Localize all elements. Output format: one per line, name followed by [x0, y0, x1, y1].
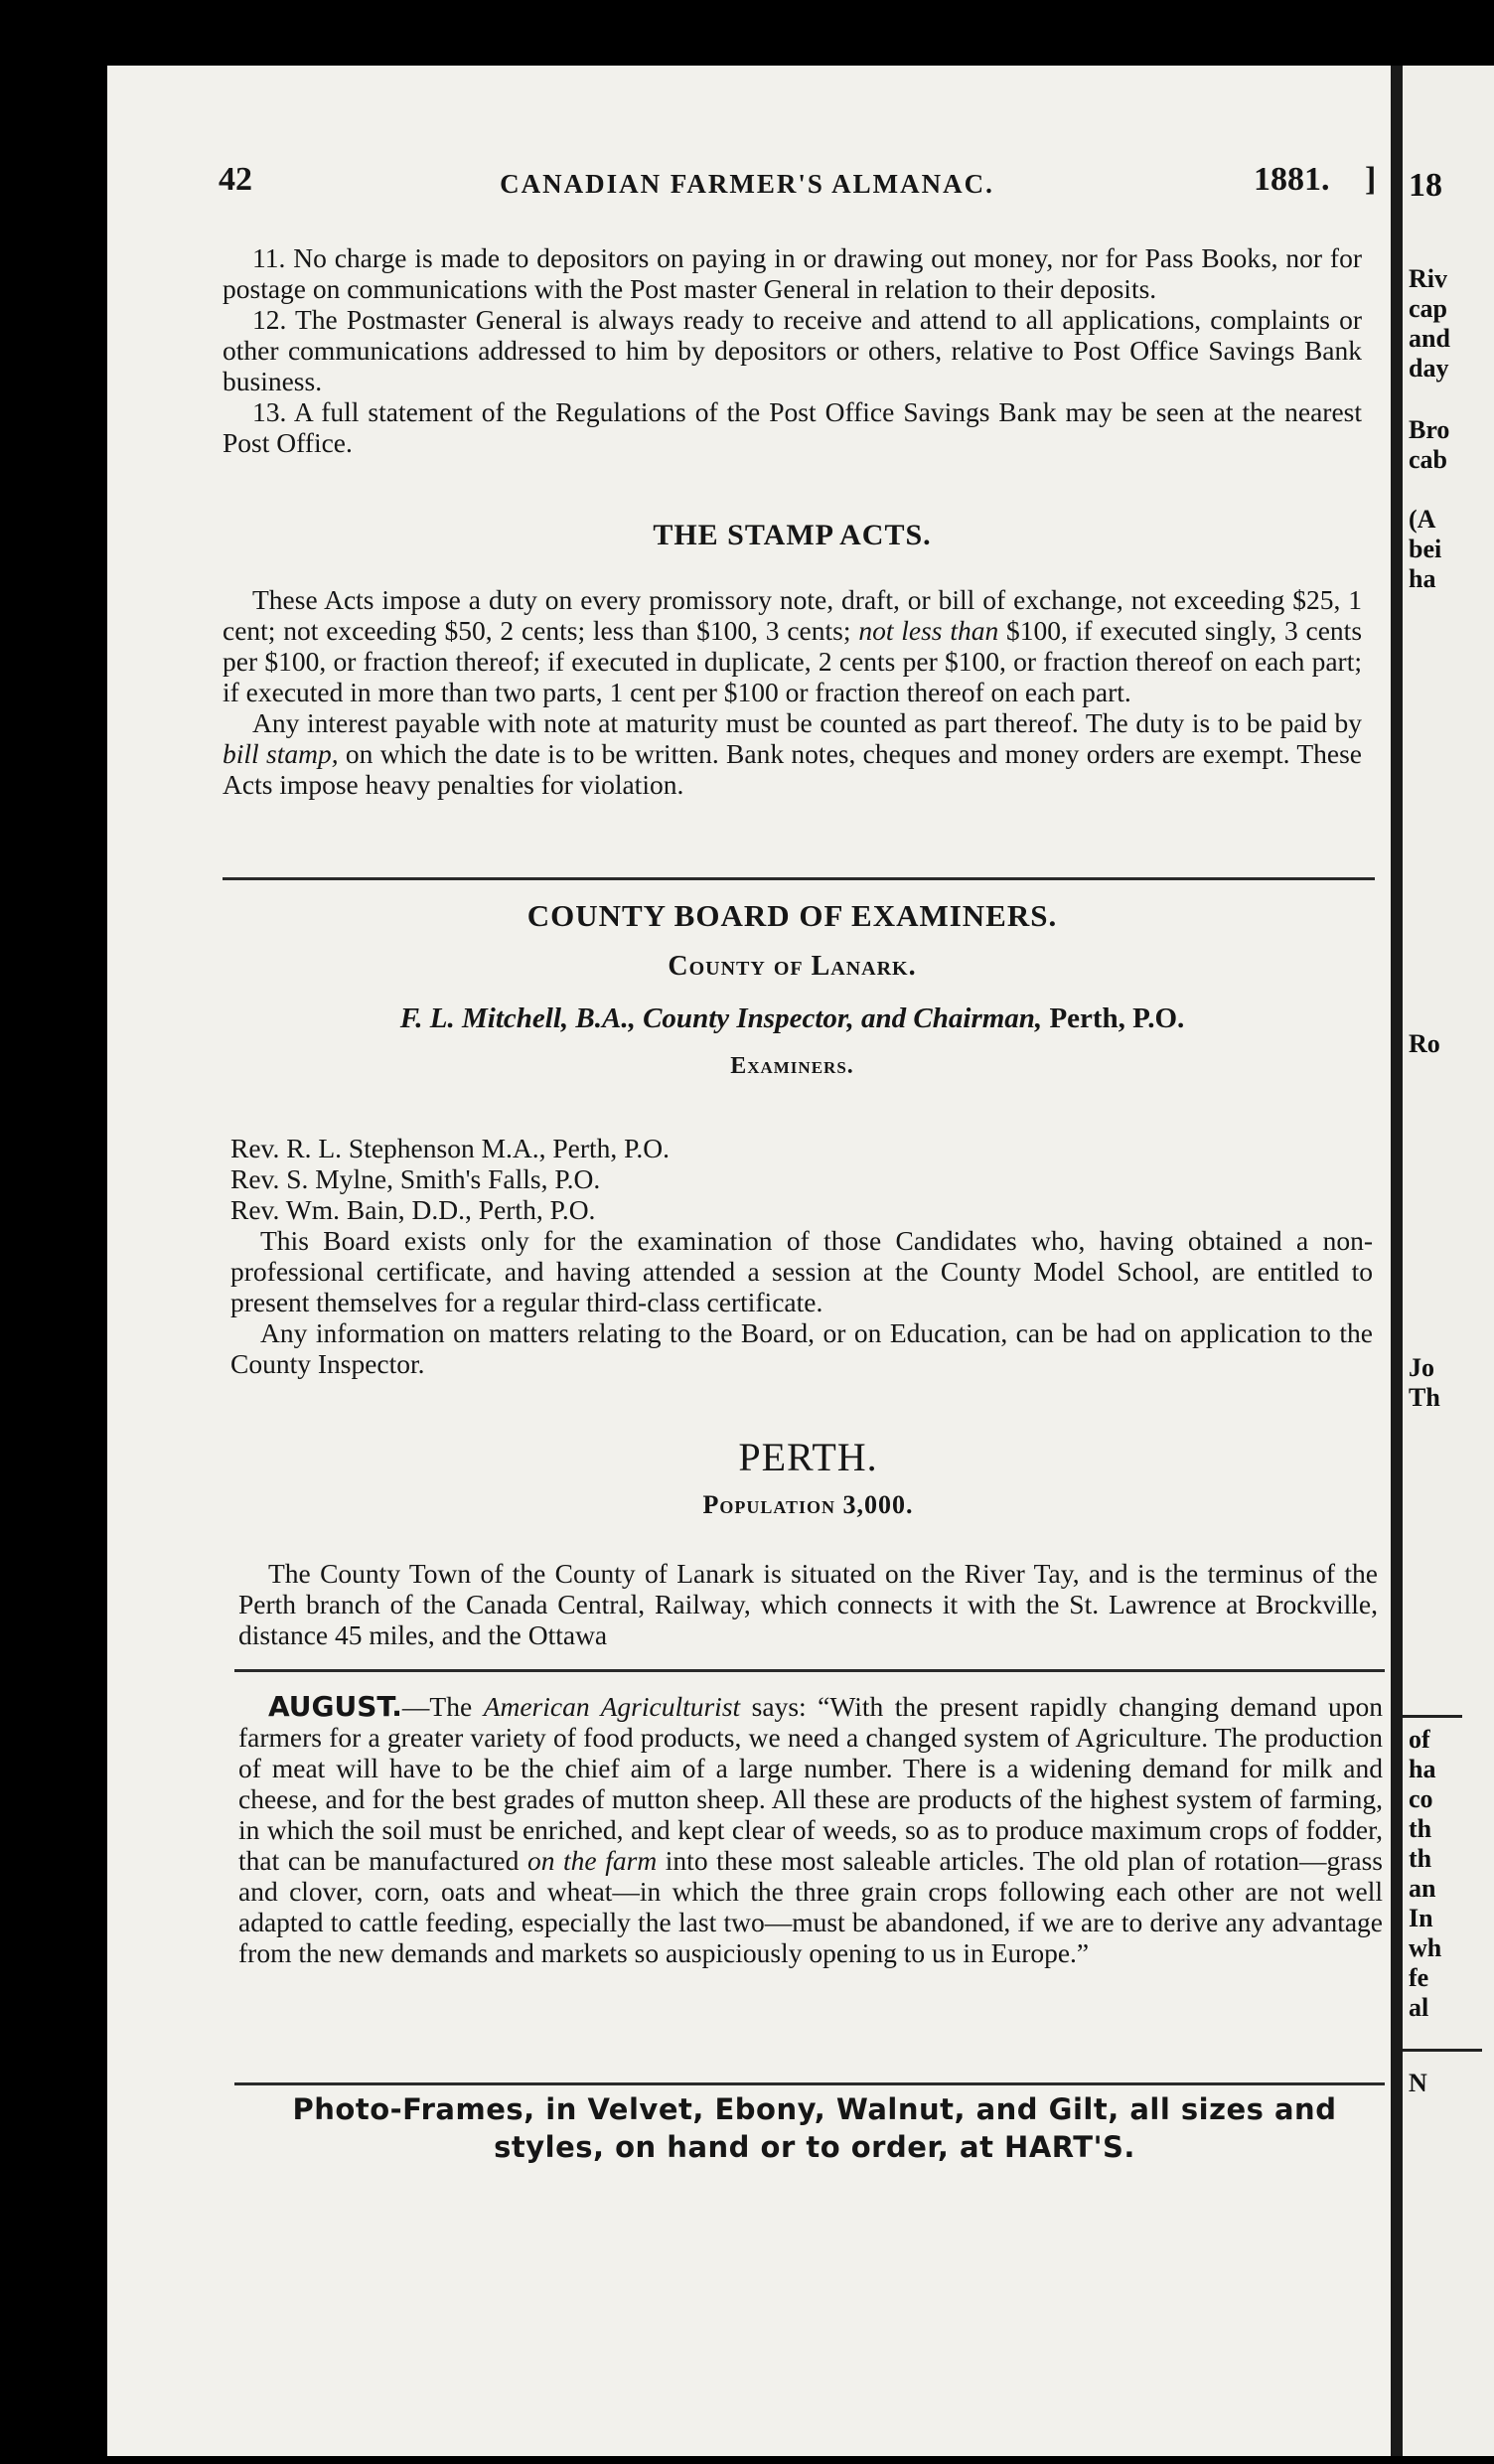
board-section: [223, 898, 1362, 1080]
facing-rule: [1403, 2049, 1482, 2052]
facing-fragment: Th: [1409, 1383, 1440, 1412]
stamp-acts-paragraph-1: These Acts impose a duty on every promissory note, draft, or bill of exchange, not exceeding $25, 1 cent; not exceeding $50, 2 cents; less than $100, 3 cents; not less than $100, if executed singly, 3 cents per $100, or fraction thereof; if executed in duplicate, 2 cents per $100, or fraction thereof on each part; if executed in more than two parts, 1 cent per $100 or fraction thereof on each part.: [223, 584, 1363, 707]
perth-heading: PERTH.: [738, 1435, 878, 1479]
board-paragraph-2: Any information on matters relating to the Board, or on Education, can be had on application to the County Inspector.: [230, 1317, 1373, 1379]
board-heading: COUNTY BOARD OF EXAMINERS.: [526, 898, 1058, 933]
facing-fragment: Ro: [1409, 1029, 1440, 1058]
regulation-12: 12. The Postmaster General is always ready to receive and attend to all applications, complaints or other communications addressed to him by depositors or others, relative to Post Office Savings Bank business.: [223, 304, 1362, 396]
stamp-acts-heading: THE STAMP ACTS.: [653, 519, 932, 551]
facing-fragment: fe: [1409, 1963, 1429, 1992]
facing-fragment: Bro: [1409, 415, 1450, 444]
regulation-13: 13. A full statement of the Regulations of the Post Office Savings Bank may be seen at the nearest Post Office.: [223, 396, 1362, 458]
facing-fragment: Jo: [1409, 1353, 1434, 1382]
facing-fragment: an: [1409, 1874, 1436, 1903]
facing-fragment: Riv: [1409, 264, 1447, 293]
facing-fragment: of: [1409, 1725, 1430, 1754]
section-rule: [234, 1669, 1385, 1672]
facing-fragment: cab: [1409, 445, 1447, 474]
facing-rule: [1403, 1715, 1462, 1718]
page-gutter: [1391, 66, 1403, 2456]
savings-bank-section: [223, 242, 1362, 458]
facing-fragment: cap: [1409, 294, 1447, 323]
perth-body: [238, 1558, 1378, 1650]
stamp-acts-body: [223, 584, 1362, 800]
facing-fragment: ha: [1409, 1755, 1436, 1783]
section-rule: [223, 877, 1375, 880]
facing-fragment: th: [1409, 1814, 1432, 1843]
august-section: [238, 1691, 1383, 1968]
examiner-entry: Rev. S. Mylne, Smith's Falls, P.O.: [230, 1163, 601, 1194]
running-title: CANADIAN FARMER'S ALMANAC.: [500, 169, 994, 199]
perth-paragraph: The County Town of the County of Lanark is situated on the River Tay, and is the terminus of the Perth branch of the Canada Central, Railway, which connects it with the St. Lawrence at Brockville, distance 45 miles, and the Ottawa: [238, 1558, 1378, 1650]
board-paragraph-1: This Board exists only for the examination of those Candidates who, having obtained a non-professional certificate, and having attended a session at the County Model School, are entitled to present themselves for a regular third-class certificate.: [230, 1225, 1373, 1317]
facing-fragment: ha: [1409, 564, 1436, 593]
facing-fragment: In: [1409, 1904, 1433, 1932]
perth-section: [238, 1434, 1378, 1520]
facing-fragment: 18: [1409, 167, 1442, 204]
facing-fragment: co: [1409, 1784, 1433, 1813]
facing-fragment: N: [1409, 2069, 1427, 2097]
august-paragraph: AUGUST.—The American Agriculturist says: “With the present rapidly changing demand upon farmers for a greater variety of food products, we need a changed system of Agriculture. The production of meat will have to be the chief aim of a large number. There is a widening demand for milk and cheese, and for the best grades of mutton sheep. All these are products of the highest system of farming, in which the soil must be enriched, and kept clear of weeds, so as to produce maximum crops of fodder, that can be manufactured on the farm into these most saleable articles. The old plan of rotation—grass and clover, corn, oats and wheat—in which the three grain crops following each other are not well adapted to cattle feeding, especially the last two—must be abandoned, if we are to derive any advantage from the new demands and markets so auspiciously opening to us in Europe.”: [238, 1690, 1383, 1968]
examiners-heading: Examiners.: [730, 1053, 854, 1079]
facing-fragment: and: [1409, 324, 1450, 353]
running-year: 1881.: [1254, 161, 1330, 198]
advert-line-2: styles, on hand or to order, at HART'S.: [494, 2130, 1135, 2164]
regulation-11: 11. No charge is made to depositors on paying in or drawing out money, nor for Pass Books, nor for postage on communications with the Post master General in relation to their deposits.: [223, 242, 1362, 304]
facing-fragment: th: [1409, 1844, 1432, 1873]
running-bracket: ]: [1365, 161, 1377, 198]
facing-fragment: al: [1409, 1993, 1429, 2022]
examiner-entry: Rev. Wm. Bain, D.D., Perth, P.O.: [230, 1194, 596, 1225]
county-subheading: County of Lanark.: [668, 951, 917, 982]
page-number: 42: [219, 161, 252, 198]
chairman-line: F. L. Mitchell, B.A., County Inspector, and Chairman, Perth, P.O.: [399, 1002, 1185, 1034]
facing-fragment: day: [1409, 354, 1449, 383]
hart-advertisement: [243, 2090, 1386, 2166]
stamp-acts-paragraph-2: Any interest payable with note at maturity must be counted as part thereof. The duty is to be paid by bill stamp, on which the date is to be written. Bank notes, cheques and money orders are exempt. These Acts impose heavy penalties for violation.: [223, 707, 1363, 800]
stamp-acts-section: [223, 519, 1362, 552]
section-rule: [234, 2082, 1385, 2085]
population-line: Population 3,000.: [702, 1490, 914, 1519]
facing-fragment: wh: [1409, 1933, 1442, 1962]
facing-fragment: (A: [1409, 505, 1436, 534]
board-body: [230, 1133, 1373, 1379]
facing-fragment: bei: [1409, 535, 1442, 563]
examiner-entry: Rev. R. L. Stephenson M.A., Perth, P.O.: [230, 1133, 671, 1163]
advert-line-1: Photo-Frames, in Velvet, Ebony, Walnut, and Gilt, all sizes and: [292, 2092, 1337, 2126]
facing-page-edge: [1403, 66, 1494, 2456]
